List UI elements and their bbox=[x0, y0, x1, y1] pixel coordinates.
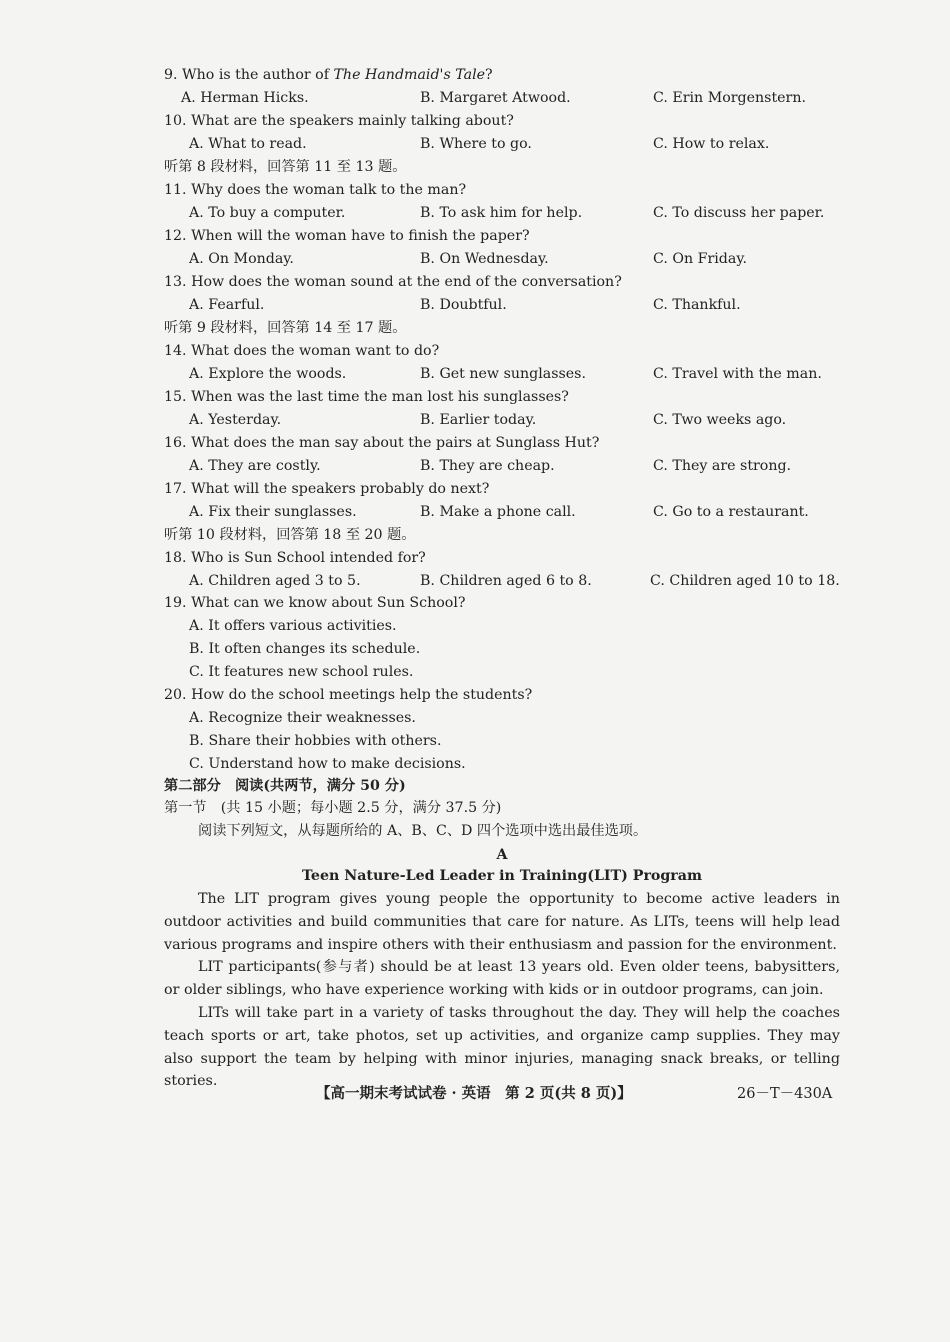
question-10-option-c: C. How to relax. bbox=[653, 136, 770, 152]
question-19-stem: 19. What can we know about Sun School? bbox=[164, 595, 466, 611]
question-16-option-a: A. They are costly. bbox=[189, 458, 321, 474]
question-15-option-c: C. Two weeks ago. bbox=[653, 412, 787, 428]
part2-heading: 第二部分 阅读(共两节，满分 50 分) bbox=[164, 778, 406, 794]
passage-body bbox=[164, 888, 840, 1093]
question-9-option-a: A. Herman Hicks. bbox=[181, 90, 309, 106]
question-15-option-b: B. Earlier today. bbox=[420, 412, 537, 428]
question-9-stem: 9. Who is the author of The Handmaid's Tale? bbox=[164, 67, 493, 83]
passage-title: Teen Nature-Led Leader in Training(LIT) Program bbox=[302, 868, 702, 884]
question-11-option-a: A. To buy a computer. bbox=[189, 205, 346, 221]
question-14-option-c: C. Travel with the man. bbox=[653, 366, 822, 382]
question-11-option-b: B. To ask him for help. bbox=[420, 205, 583, 221]
question-17-option-b: B. Make a phone call. bbox=[420, 504, 576, 520]
passage-paragraph: LITs will take part in a variety of tasks throughout the day. They will help the coaches teach sports or art, take photos, set up activities, and organize camp supplies. They may also support the team by helping with minor injuries, managing snack breaks, or telling stories. bbox=[164, 1004, 840, 1090]
footer-code: 26－T－430A bbox=[737, 1086, 833, 1102]
question-17-option-a: A. Fix their sunglasses. bbox=[189, 504, 357, 520]
question-16-option-c: C. They are strong. bbox=[653, 458, 792, 474]
question-11-stem: 11. Why does the woman talk to the man? bbox=[164, 182, 467, 198]
question-14-stem: 14. What does the woman want to do? bbox=[164, 343, 440, 359]
question-13-option-c: C. Thankful. bbox=[653, 297, 741, 313]
instruction-segment-8: 听第 8 段材料，回答第 11 至 13 题。 bbox=[164, 159, 407, 175]
passage-paragraph: The LIT program gives young people the opportunity to become active leaders in outdoor activities and build communities that care for nature. As LITs, teens will help lead various programs and inspire others with their enthusiasm and passion for the environment. bbox=[164, 891, 840, 953]
footer-title: 【高一期末考试试卷 · 英语 第 2 页(共 8 页)】 bbox=[316, 1085, 632, 1102]
question-17-stem: 17. What will the speakers probably do next? bbox=[164, 481, 490, 497]
question-10-option-b: B. Where to go. bbox=[420, 136, 532, 152]
question-20-option-b: B. Share their hobbies with others. bbox=[189, 733, 442, 749]
question-20-option-a: A. Recognize their weaknesses. bbox=[189, 710, 416, 726]
question-10-stem: 10. What are the speakers mainly talking about? bbox=[164, 113, 514, 129]
question-13-stem: 13. How does the woman sound at the end of the conversation? bbox=[164, 274, 622, 290]
question-19-option-a: A. It offers various activities. bbox=[189, 618, 397, 634]
question-16-option-b: B. They are cheap. bbox=[420, 458, 555, 474]
passage-label: A bbox=[496, 847, 508, 863]
section1-heading: 第一节 (共 15 小题；每小题 2.5 分，满分 37.5 分) bbox=[164, 800, 502, 816]
question-18-option-a: A. Children aged 3 to 5. bbox=[189, 573, 361, 589]
question-18-option-b: B. Children aged 6 to 8. bbox=[420, 573, 592, 589]
instruction-segment-9: 听第 9 段材料，回答第 14 至 17 题。 bbox=[164, 320, 407, 336]
question-19-option-b: B. It often changes its schedule. bbox=[189, 641, 421, 657]
question-12-option-b: B. On Wednesday. bbox=[420, 251, 549, 267]
question-15-stem: 15. When was the last time the man lost his sunglasses? bbox=[164, 389, 569, 405]
question-12-option-a: A. On Monday. bbox=[189, 251, 294, 267]
question-19-option-c: C. It features new school rules. bbox=[189, 664, 414, 680]
question-18-stem: 18. Who is Sun School intended for? bbox=[164, 550, 426, 566]
question-16-stem: 16. What does the man say about the pairs at Sunglass Hut? bbox=[164, 435, 600, 451]
question-11-option-c: C. To discuss her paper. bbox=[653, 205, 825, 221]
question-12-option-c: C. On Friday. bbox=[653, 251, 747, 267]
question-18-option-c: C. Children aged 10 to 18. bbox=[650, 573, 840, 589]
question-9-option-b: B. Margaret Atwood. bbox=[420, 90, 571, 106]
question-15-option-a: A. Yesterday. bbox=[189, 412, 282, 428]
question-12-stem: 12. When will the woman have to finish the paper? bbox=[164, 228, 530, 244]
reading-directions: 阅读下列短文，从每题所给的 A、B、C、D 四个选项中选出最佳选项。 bbox=[198, 823, 648, 839]
passage-paragraph: LIT participants(参与者) should be at least 13 years old. Even older teens, babysitters, or older siblings, who have experience working with kids or in outdoor programs, can join. bbox=[164, 959, 840, 999]
question-14-option-b: B. Get new sunglasses. bbox=[420, 366, 586, 382]
question-10-option-a: A. What to read. bbox=[189, 136, 307, 152]
question-13-option-b: B. Doubtful. bbox=[420, 297, 507, 313]
question-20-stem: 20. How do the school meetings help the students? bbox=[164, 687, 533, 703]
question-13-option-a: A. Fearful. bbox=[189, 297, 265, 313]
question-20-option-c: C. Understand how to make decisions. bbox=[189, 756, 466, 772]
question-9-option-c: C. Erin Morgenstern. bbox=[653, 90, 806, 106]
question-14-option-a: A. Explore the woods. bbox=[189, 366, 347, 382]
instruction-segment-10: 听第 10 段材料，回答第 18 至 20 题。 bbox=[164, 527, 416, 543]
question-17-option-c: C. Go to a restaurant. bbox=[653, 504, 809, 520]
